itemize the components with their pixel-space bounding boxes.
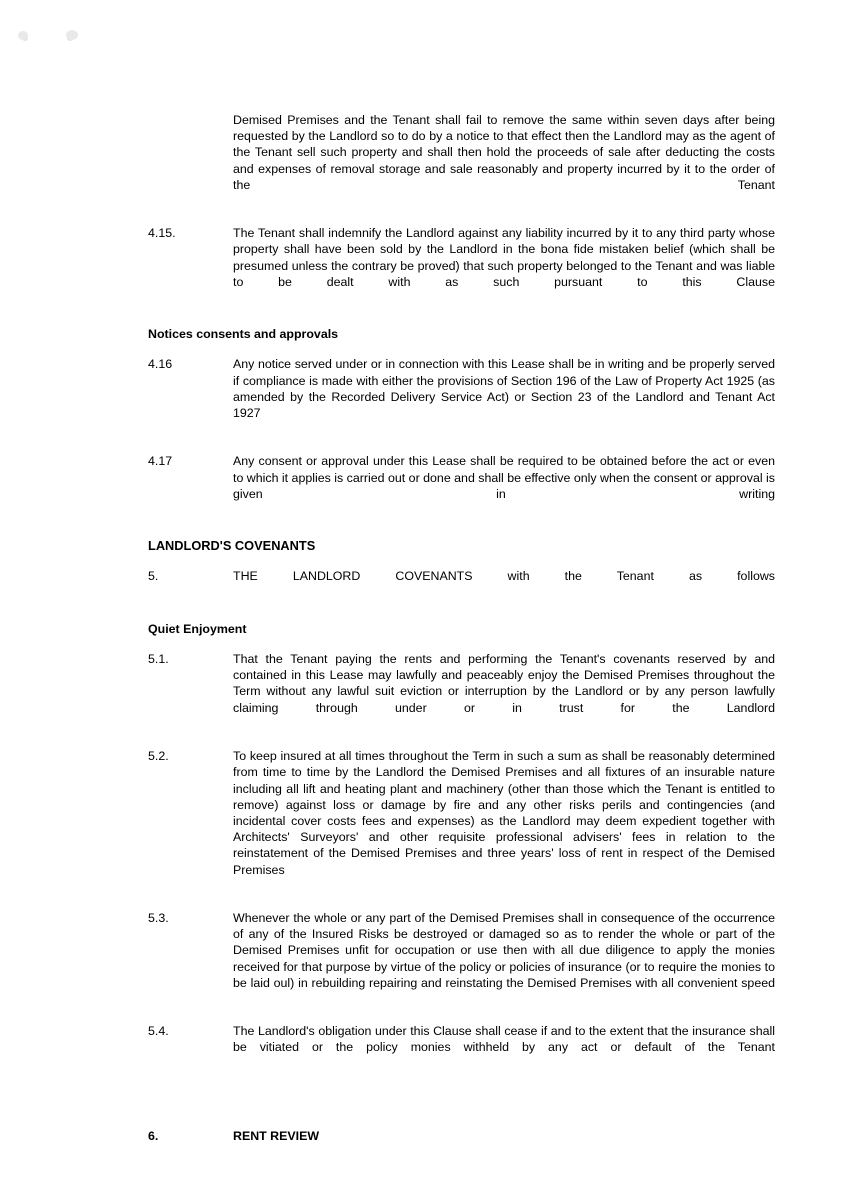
block-spacer [148, 637, 775, 651]
clause-number: 6. [148, 1128, 159, 1143]
clause-row [148, 568, 775, 600]
clause-number: 5.3. [148, 910, 169, 925]
block-spacer [148, 554, 775, 568]
clause-number: 5. [148, 569, 159, 584]
clause-row [148, 1128, 775, 1144]
clause-row [148, 748, 775, 894]
section-heading: LANDLORD'S COVENANTS [148, 538, 316, 554]
block-spacer [148, 209, 775, 225]
clause-number: 4.16 [148, 357, 173, 372]
block-spacer [148, 1072, 775, 1128]
block-spacer [148, 342, 775, 356]
section-heading: Notices consents and approvals [148, 327, 339, 342]
clause-text: RENT REVIEW [233, 1128, 320, 1143]
clause-text: THE LANDLORD COVENANTS with the Tenant as follows [233, 569, 775, 584]
clause-number: 4.15. [148, 226, 176, 241]
clause-text: The Tenant shall indemnify the Landlord against any liability incurred by it to any third party whose property shall have been sold by the Landlord in the bona fide mistaken belief (which shall be presumed unless the contrary be proved) that such property belonged to the Tenant and was liable to be dealt with as such pursuant to this Clause [233, 226, 775, 289]
block-spacer [148, 518, 775, 538]
clause-text: To keep insured at all times throughout the Term in such a sum as shall be reasonably determined from time to time by the Landlord the Demised Premises and all fixtures of an insurable nature including all lift and heating plant and machinery (other than those which the Tenant is entitled to remove) against loss or damage by fire and any other risks perils and contingencies (and incidental cover costs fees and expenses) as the Landlord may deem expedient together with Architects' Surveyors' and other requisite professional advisers' fees in relation to the reinstatement of the Demised Premises and three years' loss of rent in respect of the Demised Premises [233, 749, 775, 877]
block-spacer [148, 601, 775, 621]
page-content [148, 112, 775, 1144]
section-heading: Quiet Enjoyment [148, 621, 247, 636]
clause-row [148, 112, 775, 209]
block-spacer [148, 437, 775, 453]
block-spacer [148, 1007, 775, 1023]
clause-row [148, 225, 775, 306]
clause-text: Demised Premises and the Tenant shall fail to remove the same within seven days after being requested by the Landlord so to do by a notice to that effect then the Landlord may as the agent of the Tenant sell such property and shall then hold the proceeds of sale after deducting the costs and expenses of removal storage and sale reasonably and property incurred by it to the order of the Tenant [233, 113, 775, 192]
clause-row [148, 651, 775, 732]
block-spacer [148, 732, 775, 748]
clause-row [148, 453, 775, 518]
clause-row [148, 1023, 775, 1072]
clause-text: That the Tenant paying the rents and performing the Tenant's covenants reserved by and contained in this Lease may lawfully and peaceably enjoy the Demised Premises throughout the Term without any lawful suit eviction or interruption by the Landlord or by any person lawfully claiming through under or in trust for the Landlord [233, 652, 775, 715]
clause-text: Any consent or approval under this Lease shall be required to be obtained before the act or even to which it applies is carried out or done and shall be effective only when the consent or approval is given in writing [233, 454, 775, 501]
block-spacer [148, 306, 775, 326]
clause-text: Whenever the whole or any part of the Demised Premises shall in consequence of the occurrence of any of the Insured Risks be destroyed or damaged so as to render the whole or part of the Demised Premises unfit for occupation or use then with all due diligence to apply the monies received for that purpose by virtue of the policy or policies of insurance (or to require the monies to be laid oul) in rebuilding repairing and reinstating the Demised Premises with all convenient speed [233, 910, 775, 990]
clause-row [148, 356, 775, 437]
clause-number: 5.2. [148, 749, 169, 764]
block-spacer [148, 894, 775, 910]
clause-number: 5.1. [148, 652, 169, 667]
scan-artifact-speckle [66, 30, 78, 40]
clause-number: 5.4. [148, 1024, 169, 1039]
clause-number: 4.17 [148, 454, 173, 469]
clause-text: The Landlord's obligation under this Clause shall cease if and to the extent that the insurance shall be vitiated or the policy monies withheld by any act or default of the Tenant [233, 1024, 775, 1055]
scan-artifact-speckle [18, 31, 28, 40]
clause-text: Any notice served under or in connection with this Lease shall be in writing and be properly served if compliance is made with either the provisions of Section 196 of the Law of Property Act 1925 (as amended by the Recorded Delivery Service Act) or Section 23 of the Landlord and Tenant Act 1927 [233, 357, 775, 421]
clause-row [148, 910, 775, 1007]
